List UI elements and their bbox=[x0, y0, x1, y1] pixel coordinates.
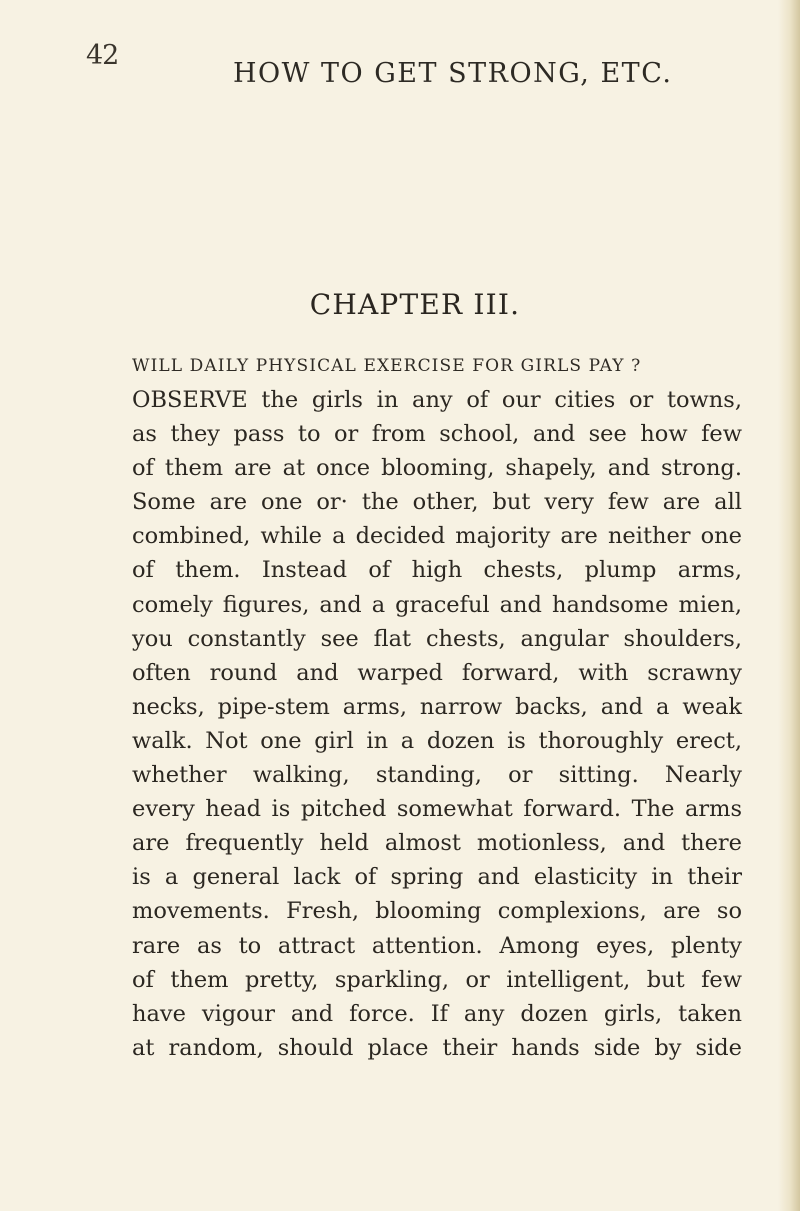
text-line: of them pretty, sparkling, or intelligent, but few bbox=[132, 966, 742, 993]
body-text bbox=[132, 383, 742, 1065]
running-head: HOW TO GET STRONG, ETC. bbox=[233, 58, 673, 89]
text-line: you constantly see flat chests, angular shoulders, bbox=[132, 625, 742, 652]
text-line: OBSERVE the girls in any of our cities or towns, bbox=[132, 387, 742, 413]
text-line: often round and warped forward, with scrawny bbox=[132, 659, 742, 686]
text-line: whether walking, standing, or sitting. Nearly bbox=[132, 762, 742, 789]
text-line: necks, pipe-stem arms, narrow backs, and a weak bbox=[132, 693, 742, 720]
text-line: of them. Instead of high chests, plump arms, bbox=[132, 557, 742, 584]
text-line: combined, while a decided majority are neither one bbox=[132, 523, 742, 550]
text-line: is a general lack of spring and elasticity in their bbox=[132, 864, 742, 891]
text-line: comely figures, and a graceful and handsome mien, bbox=[132, 591, 742, 618]
text-line: movements. Fresh, blooming complexions, are so bbox=[132, 898, 742, 925]
text-line: are frequently held almost motionless, and there bbox=[132, 830, 742, 857]
text-line: have vigour and force. If any dozen girls, taken bbox=[132, 1000, 742, 1027]
text-line: every head is pitched somewhat forward. The arms bbox=[132, 796, 742, 823]
chapter-subtitle: WILL DAILY PHYSICAL EXERCISE FOR GIRLS PAY ? bbox=[132, 356, 642, 376]
text-line: as they pass to or from school, and see how few bbox=[132, 421, 742, 448]
text-line: of them are at once blooming, shapely, and strong. bbox=[132, 455, 742, 482]
text-line: rare as to attract attention. Among eyes, plenty bbox=[132, 932, 742, 959]
text-line: walk. Not one girl in a dozen is thoroughly erect, bbox=[132, 727, 742, 754]
chapter-title: CHAPTER III. bbox=[309, 288, 521, 321]
text-line: Some are one or· the other, but very few are all bbox=[132, 489, 742, 516]
text-line: at random, should place their hands side by side bbox=[132, 1034, 742, 1061]
page-number: 42 bbox=[86, 40, 119, 71]
